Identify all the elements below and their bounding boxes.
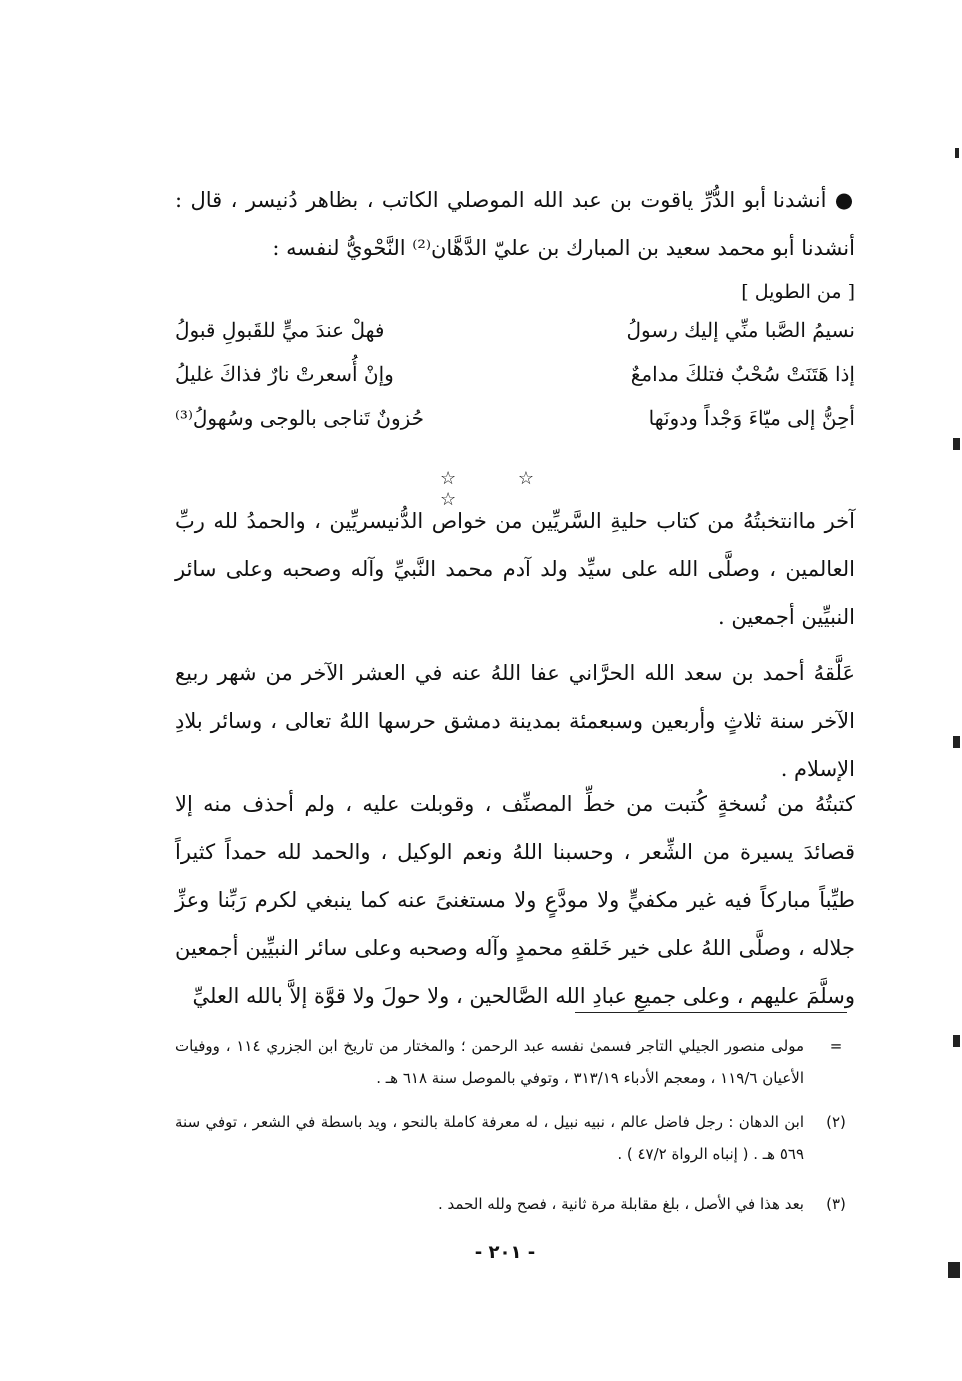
section-separator-stars: ☆ ☆ ☆	[440, 468, 562, 510]
footnote-marker: (٢)	[826, 1113, 846, 1131]
paragraph-text: آخر ماانتخبتُهُ من كتاب حليةِ السَّريِّين من خواص الدُّنيسريِّين ، والحمدُ لله ربِّ العالمين ، وصلَّى الله على سيِّد ولد آدم محمد النَّبيِّ وآله وصحبه وعلى سائر النبيِّين أجمعين .	[175, 509, 855, 629]
verse-second-hemistich: وإنْ أُسعرتْ نارٌ فذاكَ غليلُ	[175, 362, 394, 386]
scan-edge-mark	[953, 438, 960, 450]
intro-paragraph	[175, 176, 855, 312]
poem-verse	[175, 362, 855, 402]
footnote-continued	[175, 1030, 850, 1094]
footnote-2	[175, 1106, 850, 1170]
bullet-mark: ●	[834, 188, 855, 212]
colophon-paragraph	[175, 649, 855, 793]
scan-edge-mark	[948, 1262, 960, 1278]
scan-edge-mark	[955, 148, 959, 158]
footnote-text: بعد هذا في الأصل ، بلغ مقابلة مرة ثانية ، فصح ولله الحمد .	[438, 1195, 804, 1213]
poem-verse	[175, 318, 855, 358]
footnote-divider	[575, 1012, 847, 1013]
verse-second-hemistich: فهلْ عندَ ميٍّ للقَبولِ قبولُ	[175, 318, 385, 342]
paragraph-text: كتبتُهُ من نُسخةٍ كُتبت من خطِّ المصنِّف ، وقوبلت عليه ، ولم أحذف منه إلا قصائدَ يسيرة من الشِّعر ، وحسبنا اللهُ ونعم الوكيل ، والحمد لله حمداً كثيراً طيِّباً مباركاً فيه غير مكفيٍّ ولا مودَّعٍ ولا مستغنىً عنه كما ينبغي لكرم رَبِّنا وعزِّ جلاله ، وصلَّى اللهُ على خير خَلقهِ محمدٍ وآله وصحبه وعلى سائر النبيِّين أجمعين وسلَّمَ عليهم ، وعلى جميعِ عبادِ الله الصَّالحين ، ولا حولَ ولا قوَّة إلاَّ بالله العليِّ	[175, 792, 855, 1008]
scan-edge-mark	[953, 736, 960, 748]
page-number: - ٢٠١ -	[474, 1242, 536, 1263]
verse-first-hemistich: أحِنُّ إلى ميّاءَ وَجْداً ودونَها	[648, 406, 855, 430]
scan-edge-mark	[953, 1035, 960, 1047]
meter-label: [ من الطويل ]	[741, 281, 855, 303]
footnote-text: ابن الدهان : رجل فاضل عالم ، نبيه نبيل ، له معرفة كاملة بالنحو ، ويد باسطة في الشعر ، توفي سنة ٥٦٩ هـ . ( إنباه الرواة ٤٧/٢ ) .	[175, 1113, 804, 1163]
verse-second-hemistich: حُزونٌ تَناجى بالوجى وسُهولُ⁽³⁾	[175, 406, 425, 430]
paragraph-text: عَلَّقهُ أحمد بن سعد الله الحرَّاني عفا اللهُ عنه في العشر الآخر من شهر ربيع الآخر سنة ثلاثٍ وأربعين وسبعمئة بمدينة دمشق حرسها اللهُ تعالى ، وسائر بلادِ الإسلام .	[175, 661, 855, 781]
footnote-marker: (٣)	[826, 1195, 846, 1213]
closing-paragraph	[175, 497, 855, 641]
poem-verse	[175, 406, 855, 446]
footnote-text: مولى منصور الجيلي التاجر فسمىٰ نفسه عبد الرحمن ؛ والمختار من تاريخ ابن الجزري ١١٤ ، ووفيات الأعيان ١١٩/٦ ، ومعجم الأدباء ٣١٣/١٩ ، وتوفي بالموصل سنة ٦١٨ هـ .	[175, 1037, 804, 1087]
intro-text: أنشدنا أبو الدُّرِّ ياقوت بن عبد الله الموصلي الكاتب ، بظاهر دُنيسر ، قال : أنشدنا أبو محمد سعيد بن المبارك بن عليّ الدَّهَّان⁽²⁾ النَّحْويُّ لنفسه :	[175, 188, 855, 260]
copyist-paragraph	[175, 780, 855, 1020]
verse-first-hemistich: إذا هَتَنَتْ سُحْبٌ فتلكَ مدامعٌ	[630, 362, 855, 386]
verse-first-hemistich: نسيمُ الصَّبا منِّي إليك رسولُ	[626, 318, 855, 342]
footnote-marker: =	[829, 1037, 843, 1055]
footnote-3	[175, 1188, 850, 1220]
